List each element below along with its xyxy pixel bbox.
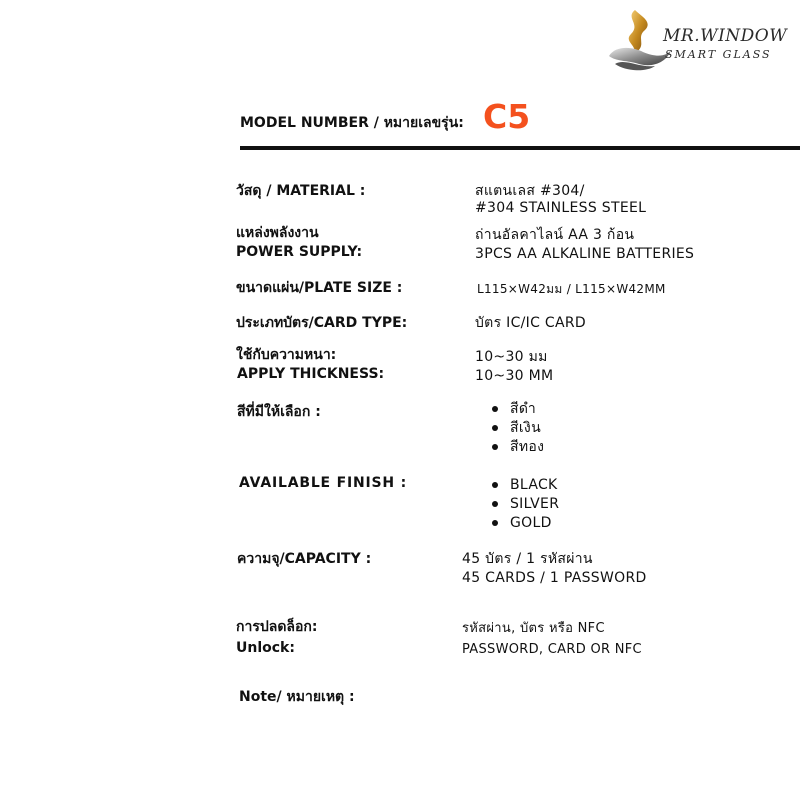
finish-label-th: สีที่มีให้เลือก : bbox=[237, 404, 321, 420]
capacity-value-th: 45 บัตร / 1 รหัสผ่าน bbox=[462, 551, 593, 567]
capacity-value-en: 45 CARDS / 1 PASSWORD bbox=[462, 570, 647, 586]
unlock-label-th: การปลดล็อก: bbox=[236, 619, 318, 635]
model-number-label: MODEL NUMBER / หมายเลขรุ่น: bbox=[240, 115, 464, 131]
header-divider bbox=[240, 146, 800, 150]
power-label-en: POWER SUPPLY: bbox=[236, 244, 363, 260]
unlock-label-en: Unlock: bbox=[236, 640, 295, 656]
unlock-value-th: รหัสผ่าน, บัตร หรือ NFC bbox=[462, 621, 605, 636]
thickness-label-en: APPLY THICKNESS: bbox=[237, 366, 385, 382]
thickness-value-th: 10~30 มม bbox=[475, 349, 548, 365]
capacity-label: ความจุ/CAPACITY : bbox=[237, 551, 372, 567]
list-item: สีทอง bbox=[490, 438, 544, 457]
power-value-en: 3PCS AA ALKALINE BATTERIES bbox=[475, 246, 695, 262]
thickness-value-en: 10~30 MM bbox=[475, 368, 554, 384]
brand-name: MR.WINDOW bbox=[663, 26, 788, 46]
finish-list-en bbox=[490, 476, 559, 533]
list-item: BLACK bbox=[490, 476, 559, 495]
list-item: สีเงิน bbox=[490, 419, 544, 438]
finish-list-th bbox=[490, 400, 544, 457]
power-label-th: แหล่งพลังงาน bbox=[236, 225, 319, 241]
list-item: SILVER bbox=[490, 495, 559, 514]
power-value-th: ถ่านอัลคาไลน์ AA 3 ก้อน bbox=[475, 227, 635, 243]
brand-tagline: SMART GLASS bbox=[665, 48, 772, 61]
card-type-value: บัตร IC/IC CARD bbox=[475, 315, 586, 331]
finish-label-en: AVAILABLE FINISH : bbox=[239, 475, 407, 491]
list-item: สีดำ bbox=[490, 400, 544, 419]
note-label: Note/ หมายเหตุ : bbox=[239, 689, 355, 705]
card-type-label: ประเภทบัตร/CARD TYPE: bbox=[236, 315, 408, 331]
plate-size-value: L115×W42มม / L115×W42MM bbox=[477, 282, 666, 296]
material-value-en: #304 STAINLESS STEEL bbox=[475, 200, 647, 216]
unlock-value-en: PASSWORD, CARD OR NFC bbox=[462, 642, 642, 657]
brand-logo bbox=[605, 6, 800, 72]
material-value-th: สแตนเลส #304/ bbox=[475, 183, 585, 199]
plate-size-label: ขนาดแผ่น/PLATE SIZE : bbox=[236, 280, 403, 296]
model-number-value: C5 bbox=[483, 97, 531, 136]
thickness-label-th: ใช้กับความหนา: bbox=[236, 347, 337, 363]
material-label: วัสดุ / MATERIAL : bbox=[236, 183, 366, 199]
list-item: GOLD bbox=[490, 514, 559, 533]
